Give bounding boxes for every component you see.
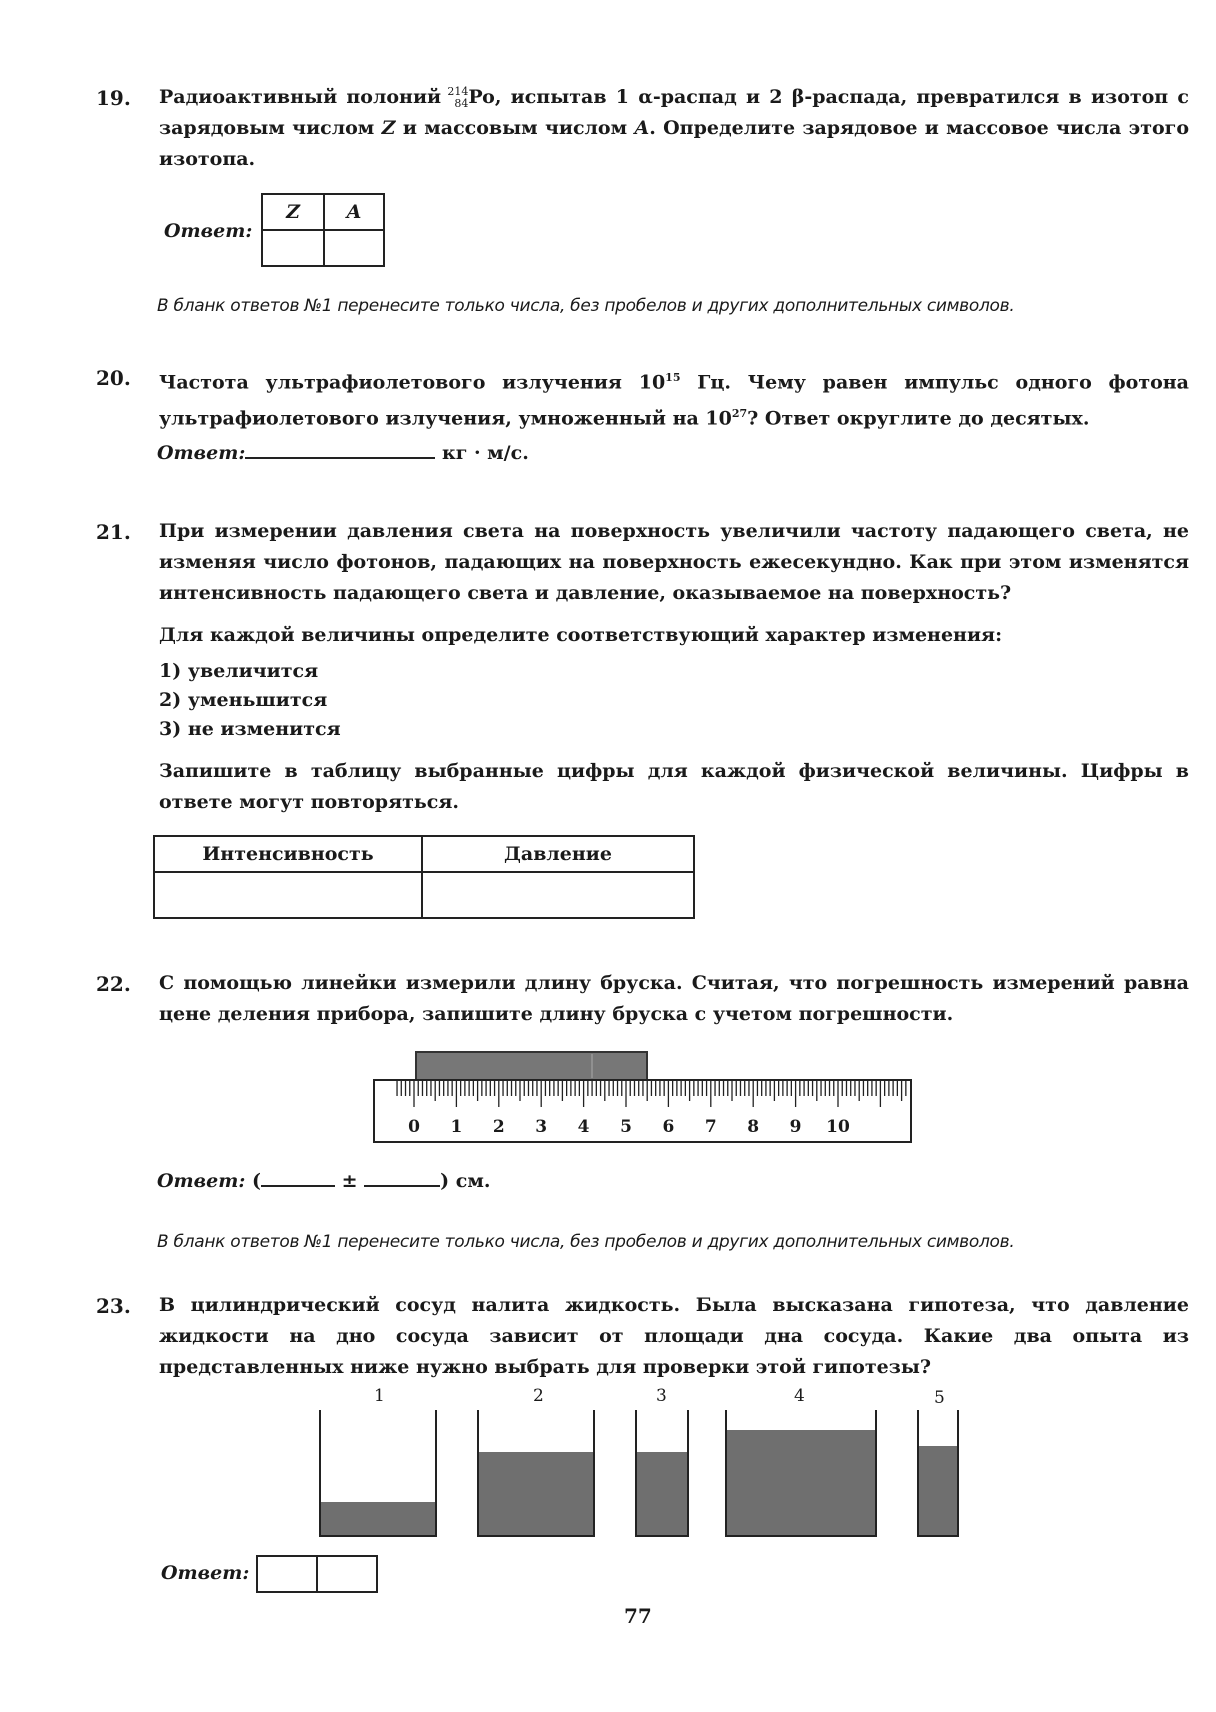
q21-answer-pressure-cell[interactable]: [422, 872, 694, 918]
q21-instruction: Для каждой величины определите соответствующий характер изменения:: [159, 624, 1003, 646]
ruler-label: 2: [492, 1117, 505, 1137]
vessel-2: [478, 1410, 594, 1536]
q21-answer-intensity-cell[interactable]: [154, 872, 422, 918]
question-21-number: 21.: [96, 520, 131, 544]
q21-option-1: 1) увеличится: [159, 660, 319, 682]
question-19-text: Радиоактивный полоний 214 84 Po, испытав 1 α-распад и 2 β-распада, превратился в изотоп с зарядовым числом Z и массовым числом A. Определите зарядовое и массовое числа этого изотопа.: [159, 85, 1189, 170]
q19-answer-label: Ответ:: [164, 220, 253, 242]
ruler-label: 5: [620, 1117, 632, 1137]
nuclide-notation: 214 84: [447, 85, 469, 110]
question-21-text: При измерении давления света на поверхность увеличили частоту падающего света, не изменяя число фотонов, падающих на поверхность ежесекундно. Как при этом изменятся интенсивность падающего света и давление, оказываемое на поверхность?: [159, 520, 1189, 604]
q22-note: В бланк ответов №1 перенесите только числа, без пробелов и других дополнительных символов.: [157, 1232, 1015, 1252]
q23-answer-table: [256, 1555, 378, 1593]
q23-answer-cell-2[interactable]: [317, 1556, 377, 1592]
q19-col-a: A: [324, 194, 384, 230]
ruler-label: 7: [704, 1117, 717, 1137]
vessel-1: [320, 1410, 436, 1536]
q21-answer-table: [153, 835, 695, 919]
q21-table-instruction: Запишите в таблицу выбранные цифры для каждой физической величины. Цифры в ответе могут повторяться.: [159, 760, 1189, 813]
measured-block: [416, 1052, 647, 1080]
question-22-number: 22.: [96, 972, 131, 996]
vessels-figure: [310, 1410, 970, 1546]
q23-answer-cell-1[interactable]: [257, 1556, 317, 1592]
q19-answer-a-cell[interactable]: [324, 230, 384, 266]
ruler-label: 1: [450, 1117, 463, 1137]
q19-answer-z-cell[interactable]: [262, 230, 324, 266]
vessel-label-4: 4: [794, 1386, 805, 1406]
q22-value-blank[interactable]: [261, 1185, 335, 1187]
ruler-label: 4: [577, 1117, 590, 1137]
vessel-label-3: 3: [656, 1386, 667, 1406]
ruler-label: 3: [535, 1117, 548, 1137]
question-23-number: 23.: [96, 1294, 131, 1318]
question-19-number: 19.: [96, 86, 131, 110]
q23-answer-label: Ответ:: [161, 1562, 250, 1584]
question-20-number: 20.: [96, 366, 131, 390]
vessel-label-5: 5: [934, 1388, 945, 1408]
q21-col-intensity: Интенсивность: [154, 836, 422, 872]
q19-answer-table: [261, 193, 385, 267]
question-23-text: В цилиндрический сосуд налита жидкость. Была высказана гипотеза, что давление жидкости на дно сосуда зависит от площади дна сосуда. Какие два опыта из представленных ниже нужно выбрать для проверки этой гипотезы?: [159, 1294, 1189, 1378]
ruler-label: 9: [789, 1117, 802, 1137]
q19-col-z: Z: [262, 194, 324, 230]
q21-col-pressure: Давление: [422, 836, 694, 872]
ruler-label: 8: [747, 1117, 760, 1137]
q20-answer-row: Ответ: кг · м/с.: [157, 442, 529, 464]
ruler-label: 10: [826, 1117, 850, 1137]
vessel-4: [726, 1410, 876, 1536]
q22-error-blank[interactable]: [364, 1185, 440, 1187]
q19-note: В бланк ответов №1 перенесите только числа, без пробелов и других дополнительных символов.: [157, 296, 1015, 316]
question-22-text: С помощью линейки измерили длину бруска. Считая, что погрешность измерений равна цене деления прибора, запишите длину бруска с учетом погрешности.: [159, 972, 1189, 1025]
q20-answer-blank[interactable]: [245, 457, 435, 459]
q21-option-3: 3) не изменится: [159, 718, 341, 740]
vessel-3: [636, 1410, 688, 1536]
ruler-label: 6: [662, 1117, 675, 1137]
ruler-label: 0: [408, 1117, 420, 1137]
vessel-label-2: 2: [533, 1386, 544, 1406]
page-number: 77: [624, 1604, 652, 1628]
q21-option-2: 2) уменьшится: [159, 689, 328, 711]
vessel-label-1: 1: [374, 1386, 385, 1406]
q22-answer-row: Ответ: ( ± ) см.: [157, 1170, 491, 1192]
vessel-5: [918, 1410, 958, 1536]
question-20-text: Частота ультрафиолетового излучения $10^{15}$ Гц. Чему равен импульс одного фотона ультрафиолетового излучения, умноженный на $10^{27}$? Ответ округлите до десятых.: [159, 371, 1189, 430]
ruler-figure: [370, 1050, 920, 1146]
